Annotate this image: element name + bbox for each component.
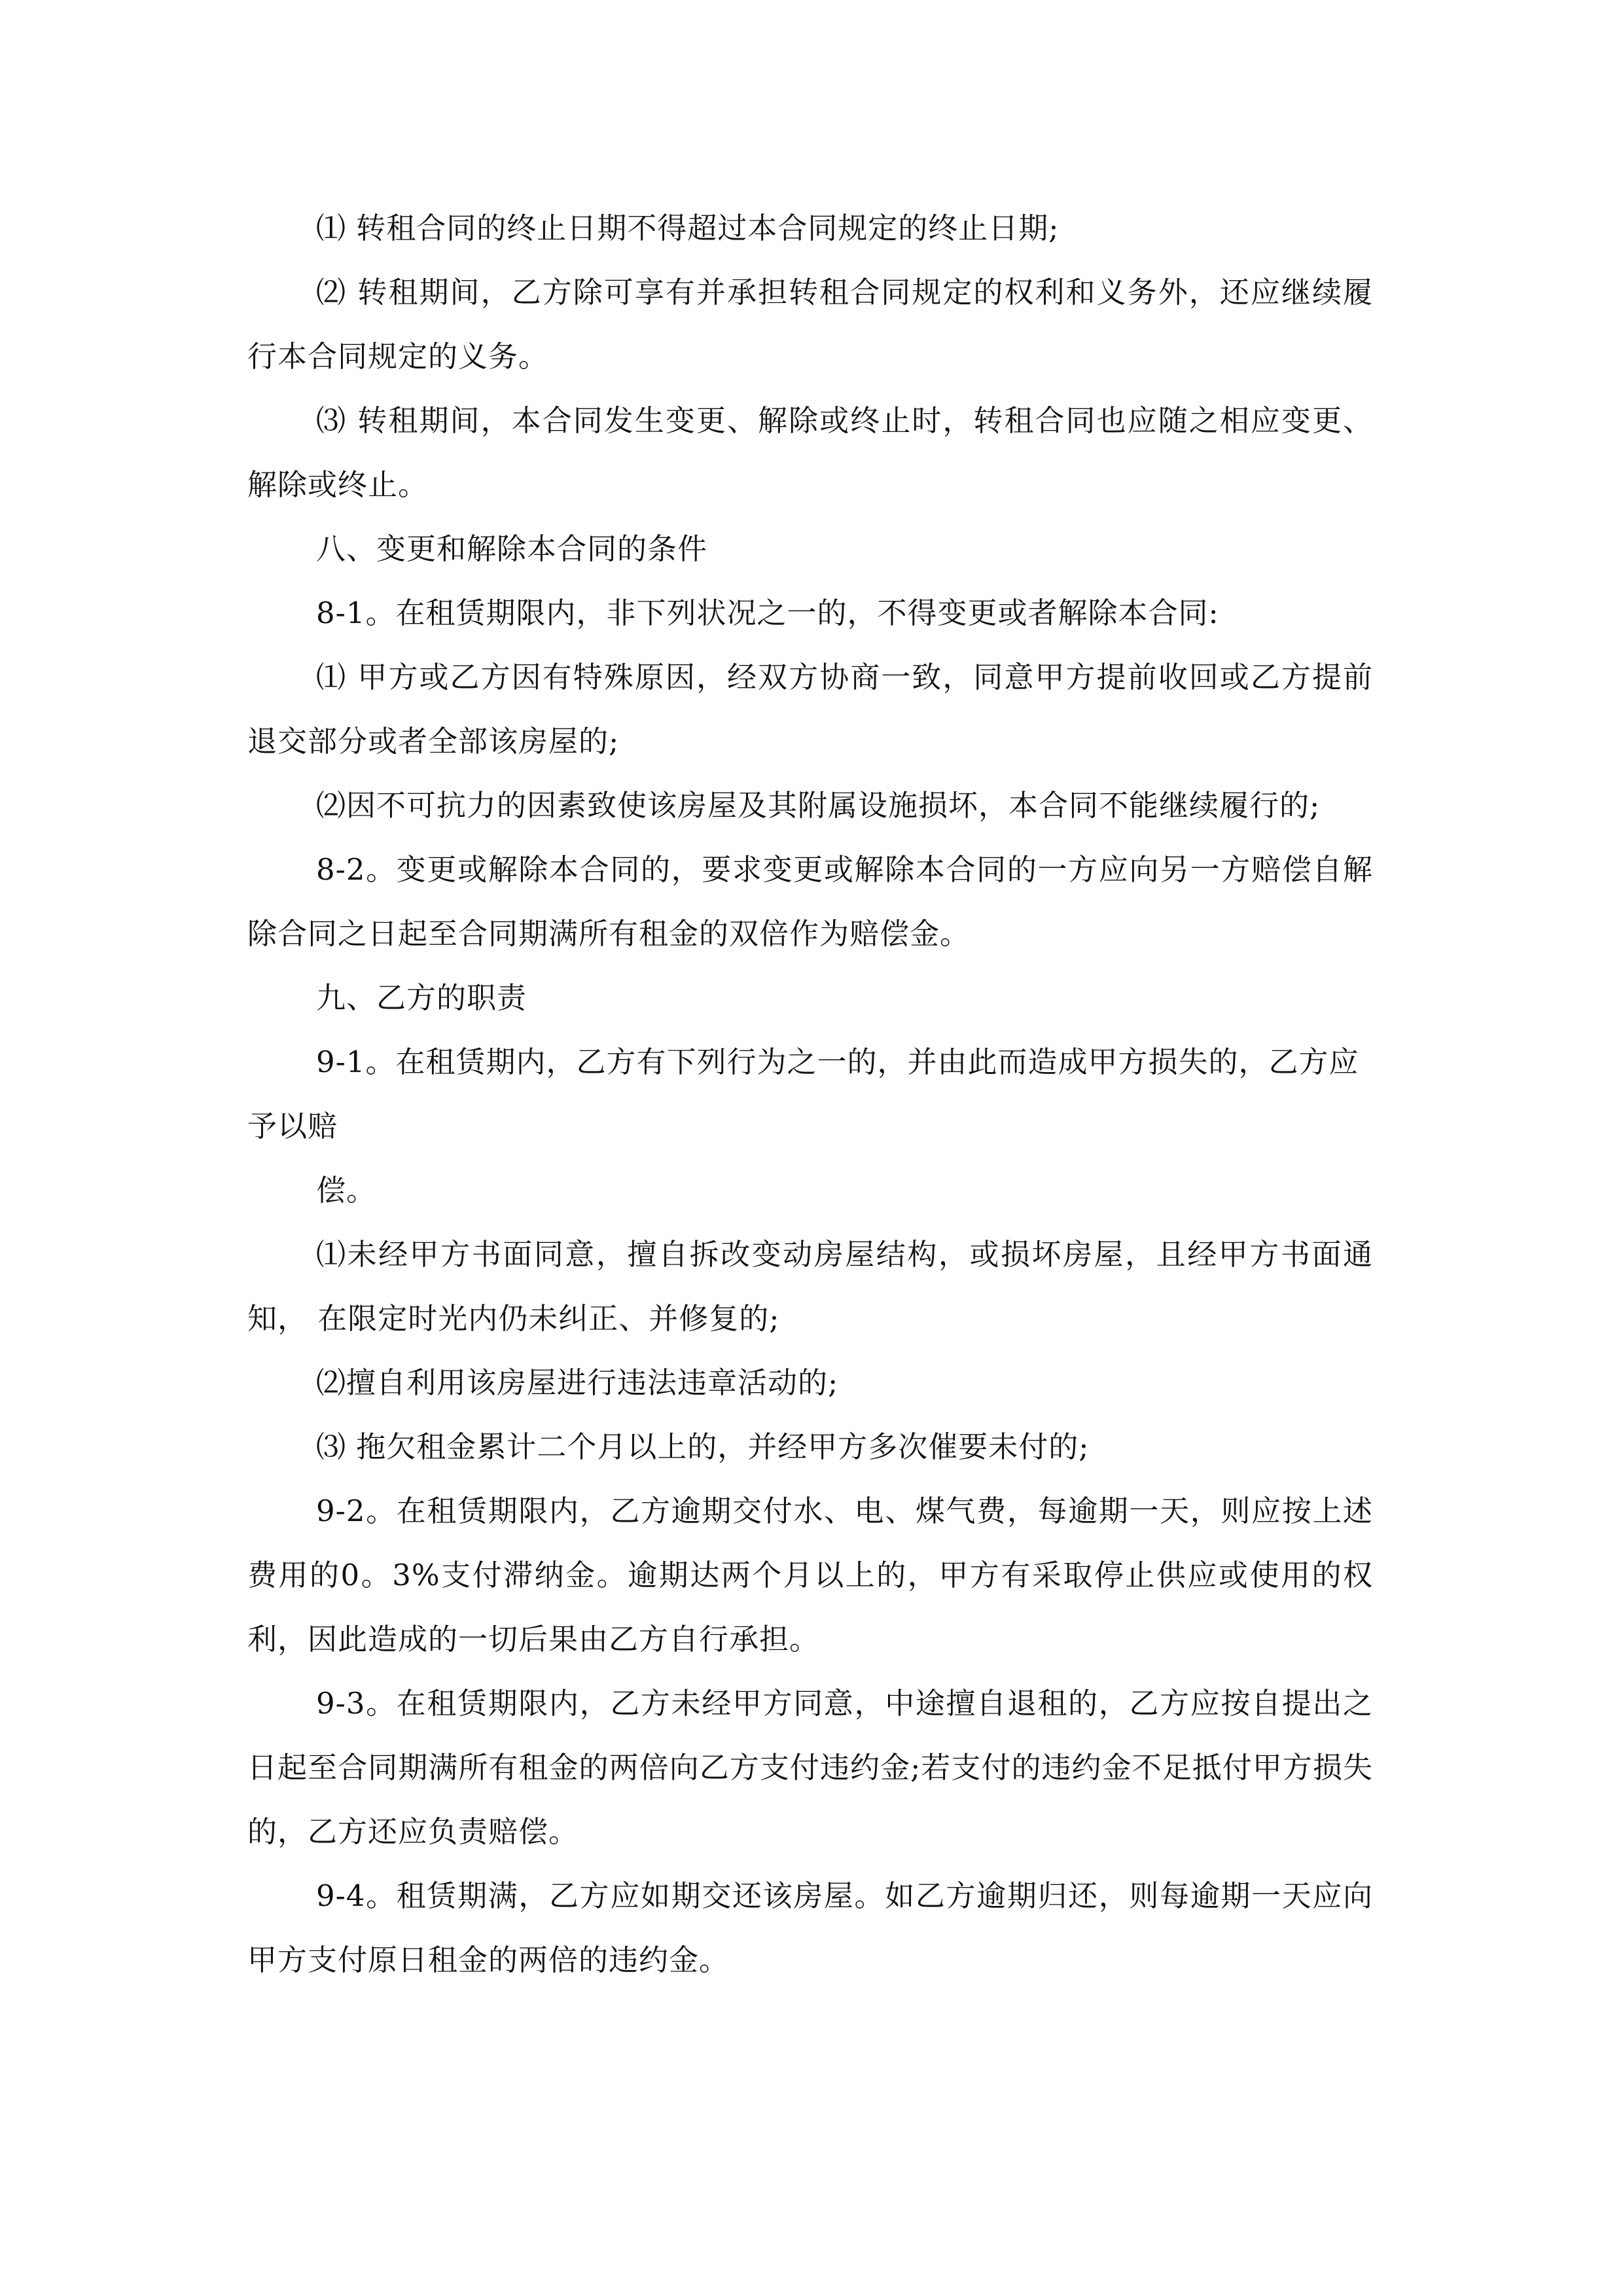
clause-9-1-item-3: ⑶ 拖欠租金累计二个月以上的，并经甲方多次催要未付的; <box>316 1429 1090 1464</box>
clause-9-1-continuation: 偿。 <box>316 1173 377 1208</box>
clause-9-1: 9-1。在租赁期内，乙方有下列行为之一的，并由此而造成甲方损失的，乙方应予以赔 <box>247 1045 1359 1143</box>
section-heading-8: 八、变更和解除本合同的条件 <box>316 531 708 566</box>
document-body <box>247 196 1373 1992</box>
clause-sublease-term-limit: ⑴ 转租合同的终止日期不得超过本合同规定的终止日期; <box>316 211 1060 245</box>
clause-8-1-item-1: ⑴ 甲方或乙方因有特殊原因，经双方协商一致，同意甲方提前收回或乙方提前退交部分或者全部该房屋的; <box>247 660 1373 759</box>
clause-9-1-item-1: ⑴未经甲方书面同意，擅自拆改变动房屋结构，或损坏房屋，且经甲方书面通知， 在限定时光内仍未纠正、并修复的; <box>247 1237 1373 1336</box>
clause-sublease-obligations: ⑵ 转租期间，乙方除可享有并承担转租合同规定的权利和义务外，还应继续履行本合同规定的义务。 <box>247 275 1373 374</box>
clause-9-1-item-2: ⑵擅自利用该房屋进行违法违章活动的; <box>316 1365 839 1400</box>
section-heading-9: 九、乙方的职责 <box>316 980 527 1015</box>
clause-sublease-termination: ⑶ 转租期间，本合同发生变更、解除或终止时，转租合同也应随之相应变更、解除或终止。 <box>247 403 1373 502</box>
clause-9-2: 9-2。在租赁期限内，乙方逾期交付水、电、煤气费，每逾期一天，则应按上述费用的0。3%支付滞纳金。逾期达两个月以上的，甲方有采取停止供应或使用的权利，因此造成的一切后果由乙方自行承担。 <box>247 1494 1373 1657</box>
clause-8-2: 8-2。变更或解除本合同的，要求变更或解除本合同的一方应向另一方赔偿自解除合同之日起至合同期满所有租金的双倍作为赔偿金。 <box>247 852 1373 951</box>
clause-9-4: 9-4。租赁期满，乙方应如期交还该房屋。如乙方逾期归还，则每逾期一天应向甲方支付原日租金的两倍的违约金。 <box>247 1878 1373 1977</box>
clause-8-1-item-2: ⑵因不可抗力的因素致使该房屋及其附属设施损坏，本合同不能继续履行的; <box>316 788 1321 823</box>
clause-8-1: 8-1。在租赁期限内，非下列状况之一的，不得变更或者解除本合同: <box>316 596 1219 630</box>
clause-9-3: 9-3。在租赁期限内，乙方未经甲方同意，中途擅自退租的，乙方应按自提出之日起至合同期满所有租金的两倍向乙方支付违约金;若支付的违约金不足抵付甲方损失的，乙方还应负责赔偿。 <box>247 1686 1373 1849</box>
